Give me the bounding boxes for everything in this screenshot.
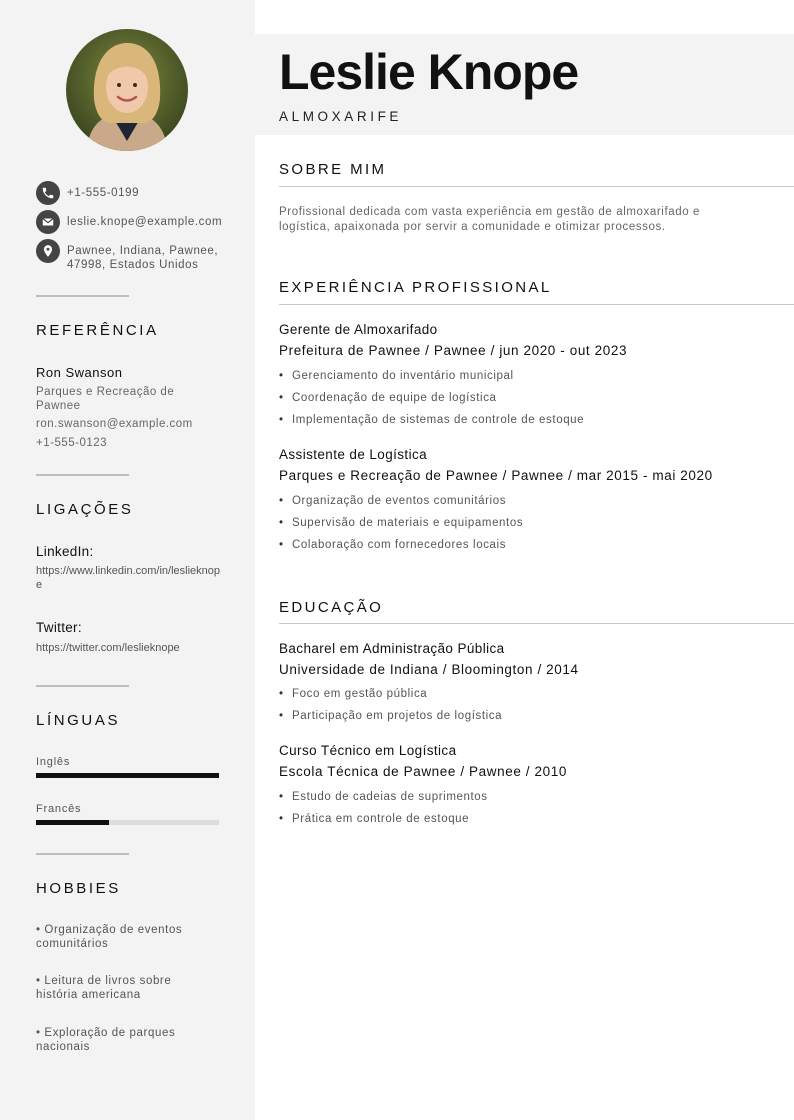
reference-name: Ron Swanson bbox=[36, 365, 123, 380]
section-rule bbox=[279, 304, 794, 305]
language-english-bar-fill bbox=[36, 773, 219, 778]
reference-phone: +1-555-0123 bbox=[36, 437, 108, 449]
divider bbox=[36, 853, 129, 855]
education-title: Curso Técnico em Logística bbox=[279, 743, 457, 758]
bullet-text: Colaboração com fornecedores locais bbox=[292, 539, 507, 551]
reference-org bbox=[36, 385, 226, 413]
hobby-item bbox=[36, 923, 226, 951]
phone-icon bbox=[36, 181, 60, 205]
experience-bullet bbox=[279, 495, 506, 507]
bullet-marker: • bbox=[279, 370, 284, 382]
bullet-marker: • bbox=[279, 392, 284, 404]
education-bullet bbox=[279, 688, 427, 700]
language-french-bar bbox=[36, 820, 219, 825]
bullet-marker: • bbox=[279, 710, 284, 722]
language-french-bar-fill bbox=[36, 820, 109, 825]
language-french-label: Francês bbox=[36, 803, 82, 815]
hobby-line-1: • Exploração de parques bbox=[36, 1027, 176, 1039]
reference-email: ron.swanson@example.com bbox=[36, 418, 193, 430]
language-english-bar bbox=[36, 773, 219, 778]
bullet-marker: • bbox=[279, 813, 284, 825]
divider bbox=[36, 474, 129, 476]
education-heading: EDUCAÇÃO bbox=[279, 599, 384, 616]
education-bullet bbox=[279, 813, 469, 825]
bullet-text: Foco em gestão pública bbox=[292, 688, 428, 700]
hobby-line-2: história americana bbox=[36, 989, 141, 1001]
contact-email bbox=[36, 210, 222, 234]
reference-org-line-1: Parques e Recreação de bbox=[36, 386, 175, 398]
bullet-marker: • bbox=[279, 495, 284, 507]
section-rule bbox=[279, 186, 794, 187]
profile-photo bbox=[66, 29, 188, 151]
twitter-label: Twitter: bbox=[36, 620, 82, 635]
location-pin-icon bbox=[36, 239, 60, 263]
hobby-line-2: nacionais bbox=[36, 1041, 90, 1053]
about-heading: SOBRE MIM bbox=[279, 161, 387, 178]
bullet-text: Prática em controle de estoque bbox=[292, 813, 470, 825]
languages-heading: LÍNGUAS bbox=[36, 712, 121, 729]
divider bbox=[36, 685, 129, 687]
hobby-item bbox=[36, 974, 226, 1002]
education-subtitle: Escola Técnica de Pawnee / Pawnee / 2010 bbox=[279, 764, 567, 779]
reference-org-line-2: Pawnee bbox=[36, 400, 81, 412]
experience-title: Gerente de Almoxarifado bbox=[279, 322, 438, 337]
address-text bbox=[67, 244, 218, 272]
bullet-text: Supervisão de materiais e equipamentos bbox=[292, 517, 524, 529]
experience-bullet bbox=[279, 517, 523, 529]
twitter-link[interactable]: https://twitter.com/leslieknope bbox=[36, 642, 180, 654]
experience-bullet bbox=[279, 414, 584, 426]
experience-bullet bbox=[279, 392, 497, 404]
experience-title: Assistente de Logística bbox=[279, 447, 428, 462]
bullet-text: Implementação de sistemas de controle de estoque bbox=[292, 414, 585, 426]
bullet-text: Participação em projetos de logística bbox=[292, 710, 503, 722]
contact-phone bbox=[36, 181, 139, 205]
experience-subtitle: Parques e Recreação de Pawnee / Pawnee / mar 2015 - mai 2020 bbox=[279, 468, 713, 483]
bullet-marker: • bbox=[279, 688, 284, 700]
education-bullet bbox=[279, 710, 502, 722]
bullet-marker: • bbox=[279, 791, 284, 803]
linkedin-label: LinkedIn: bbox=[36, 544, 94, 559]
bullet-marker: • bbox=[279, 517, 284, 529]
education-subtitle: Universidade de Indiana / Bloomington / 2014 bbox=[279, 662, 579, 677]
hobby-line-1: • Organização de eventos bbox=[36, 924, 183, 936]
hobby-line-2: comunitários bbox=[36, 938, 109, 950]
education-title: Bacharel em Administração Pública bbox=[279, 641, 505, 656]
experience-bullet bbox=[279, 370, 514, 382]
email-text: leslie.knope@example.com bbox=[67, 216, 223, 228]
address-line-2: 47998, Estados Unidos bbox=[67, 259, 199, 271]
section-rule bbox=[279, 623, 794, 624]
hobby-item bbox=[36, 1026, 226, 1054]
email-icon bbox=[36, 210, 60, 234]
hobby-line-1: • Leitura de livros sobre bbox=[36, 975, 172, 987]
bullet-text: Coordenação de equipe de logística bbox=[292, 392, 497, 404]
education-bullet bbox=[279, 791, 488, 803]
sidebar bbox=[0, 0, 255, 1120]
reference-heading: REFERÊNCIA bbox=[36, 322, 159, 339]
experience-heading: EXPERIÊNCIA PROFISSIONAL bbox=[279, 279, 552, 296]
experience-bullet bbox=[279, 539, 506, 551]
bullet-marker: • bbox=[279, 539, 284, 551]
bullet-marker: • bbox=[279, 414, 284, 426]
bullet-text: Estudo de cadeias de suprimentos bbox=[292, 791, 488, 803]
avatar bbox=[66, 29, 188, 151]
address-line-1: Pawnee, Indiana, Pawnee, bbox=[67, 245, 219, 257]
bullet-text: Gerenciamento do inventário municipal bbox=[292, 370, 514, 382]
phone-text: +1-555-0199 bbox=[67, 187, 140, 199]
divider bbox=[36, 295, 129, 297]
links-heading: LIGAÇÕES bbox=[36, 501, 134, 518]
bullet-text: Organização de eventos comunitários bbox=[292, 495, 507, 507]
language-english-label: Inglês bbox=[36, 756, 71, 768]
experience-subtitle: Prefeitura de Pawnee / Pawnee / jun 2020 - out 2023 bbox=[279, 343, 628, 358]
linkedin-link[interactable]: https://www.linkedin.com/in/leslieknope bbox=[36, 565, 221, 591]
hobbies-heading: HOBBIES bbox=[36, 880, 121, 897]
person-role: ALMOXARIFE bbox=[279, 109, 403, 124]
about-text: Profissional dedicada com vasta experiência em gestão de almoxarifado e logística, apaixonada por servir a comunidade e otimizar processos. bbox=[279, 206, 701, 233]
contact-address bbox=[36, 239, 218, 272]
person-name: Leslie Knope bbox=[279, 44, 579, 100]
